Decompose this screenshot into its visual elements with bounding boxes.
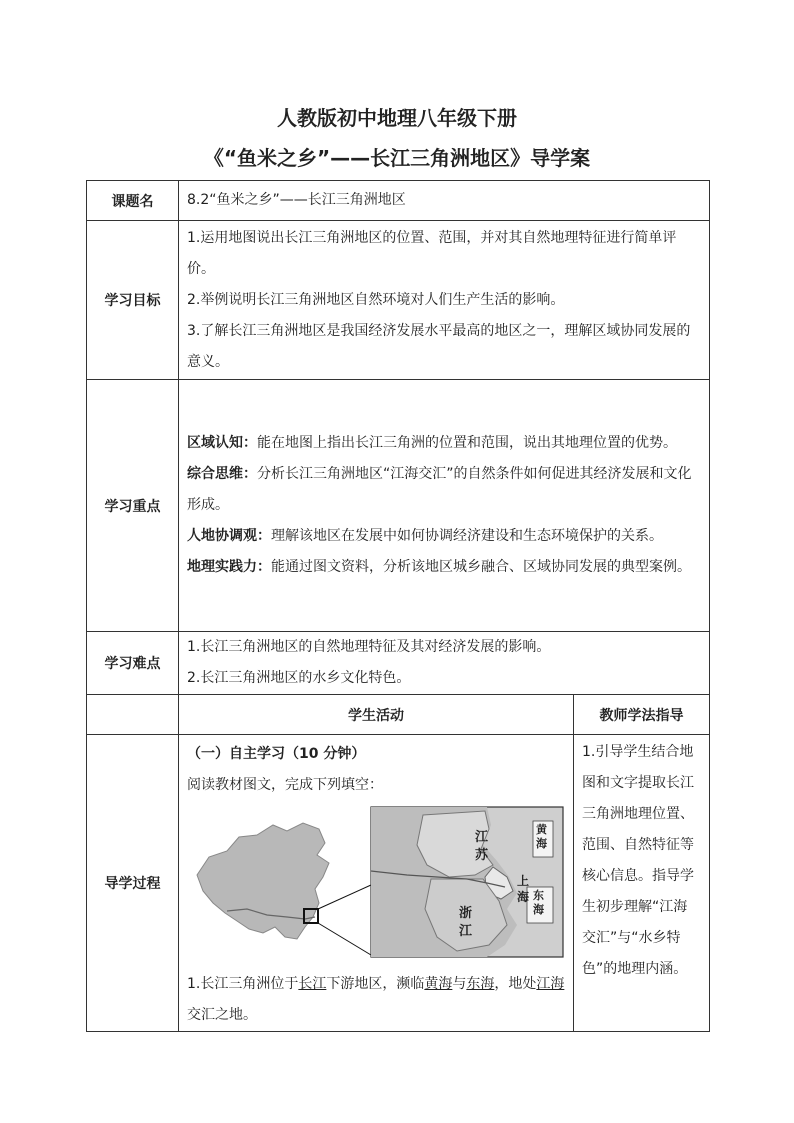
connector-line xyxy=(318,923,371,955)
key-point-head: 区域认知： xyxy=(187,435,257,451)
goals-label: 学习目标 xyxy=(87,221,179,380)
goal-item: 1.运用地图说出长江三角洲地区的位置、范围，并对其自然地理特征进行简单评价。 xyxy=(187,229,677,277)
title-block xyxy=(0,98,794,178)
student-activity-header: 学生活动 xyxy=(179,695,574,735)
instruction-text: 阅读教材图文，完成下列填空： xyxy=(187,777,383,793)
goal-item: 2.举例说明长江三角洲地区自然环境对人们生产生活的影响。 xyxy=(187,291,565,308)
key-point-item xyxy=(187,428,701,459)
teacher-guide-header: 教师学法指导 xyxy=(574,695,710,735)
process-label: 导学过程 xyxy=(87,735,179,1032)
question-text: 与 xyxy=(452,976,467,992)
key-point-text: 能通过图文资料，分析该地区城乡融合、区域协同发展的典型案例。 xyxy=(271,559,691,575)
key-point-head: 地理实践力： xyxy=(187,559,271,575)
difficulties-content xyxy=(179,632,710,695)
map-label-east-sea: 东海 xyxy=(533,889,544,916)
difficulties-row xyxy=(87,632,710,695)
map-label-zhejiang: 浙江 xyxy=(459,906,473,939)
topic-row xyxy=(87,181,710,221)
difficulties-label: 学习难点 xyxy=(87,632,179,695)
key-point-item xyxy=(187,521,701,552)
key-point-text: 理解该地区在发展中如何协调经济建设和生态环境保护的关系。 xyxy=(271,528,663,544)
map-svg xyxy=(187,805,567,965)
topic-label: 课题名 xyxy=(87,181,179,221)
question-text: 1.长江三角洲位于 xyxy=(187,976,299,992)
section-title: （一）自主学习（10 分钟） xyxy=(187,746,366,762)
process-row xyxy=(87,735,710,1032)
map-label-jiangsu: 江苏 xyxy=(475,830,489,863)
map-figure xyxy=(187,805,565,965)
difficulty-item: 1.长江三角洲地区的自然地理特征及其对经济发展的影响。 xyxy=(187,639,551,655)
answer-blank: 江海 xyxy=(536,976,565,992)
answer-blank: 长江 xyxy=(298,976,327,992)
question-text: ，地处 xyxy=(494,976,537,992)
fill-blank-question xyxy=(187,969,565,1031)
answer-blank: 黄海 xyxy=(424,976,453,992)
student-activity-cell xyxy=(179,735,574,1032)
topic-value: 8.2“鱼米之乡”——长江三角洲地区 xyxy=(179,181,710,221)
key-points-row xyxy=(87,380,710,632)
document-title: 人教版初中地理八年级下册 xyxy=(277,106,517,130)
goal-item: 3.了解长江三角洲地区是我国经济发展水平最高的地区之一，理解区域协同发展的意义。 xyxy=(187,322,691,370)
china-map-shape xyxy=(197,823,329,939)
key-point-head: 人地协调观： xyxy=(187,528,271,544)
guide-table xyxy=(86,180,710,1032)
goals-content xyxy=(179,221,710,380)
question-text: 交汇之地。 xyxy=(187,1007,257,1023)
question-text: 下游地区，濒临 xyxy=(326,976,425,992)
key-point-text: 能在地图上指出长江三角洲的位置和范围，说出其地理位置的优势。 xyxy=(257,435,677,451)
key-point-item xyxy=(187,552,701,583)
key-points-content xyxy=(179,380,710,632)
activity-header-row xyxy=(87,695,710,735)
map-label-shanghai: 上海 xyxy=(517,874,530,904)
answer-blank: 东海 xyxy=(466,976,495,992)
map-label-yellow-sea: 黄海 xyxy=(536,823,547,850)
difficulty-item: 2.长江三角洲地区的水乡文化特色。 xyxy=(187,670,411,686)
key-point-head: 综合思维： xyxy=(187,466,257,482)
key-points-label: 学习重点 xyxy=(87,380,179,632)
key-point-text: 分析长江三角洲地区“江海交汇”的自然条件如何促进其经济发展和文化形成。 xyxy=(187,466,692,513)
teacher-guide-cell: 1.引导学生结合地图和文字提取长江三角洲地理位置、范围、自然特征等核心信息。指导学生初步理解“江海交汇”与“水乡特色”的地理内涵。 xyxy=(574,735,710,1032)
connector-line xyxy=(318,885,371,909)
goals-row xyxy=(87,221,710,380)
blank-header-cell xyxy=(87,695,179,735)
document-subtitle: 《“鱼米之乡”——长江三角洲地区》导学案 xyxy=(203,146,591,170)
key-point-item xyxy=(187,459,701,521)
